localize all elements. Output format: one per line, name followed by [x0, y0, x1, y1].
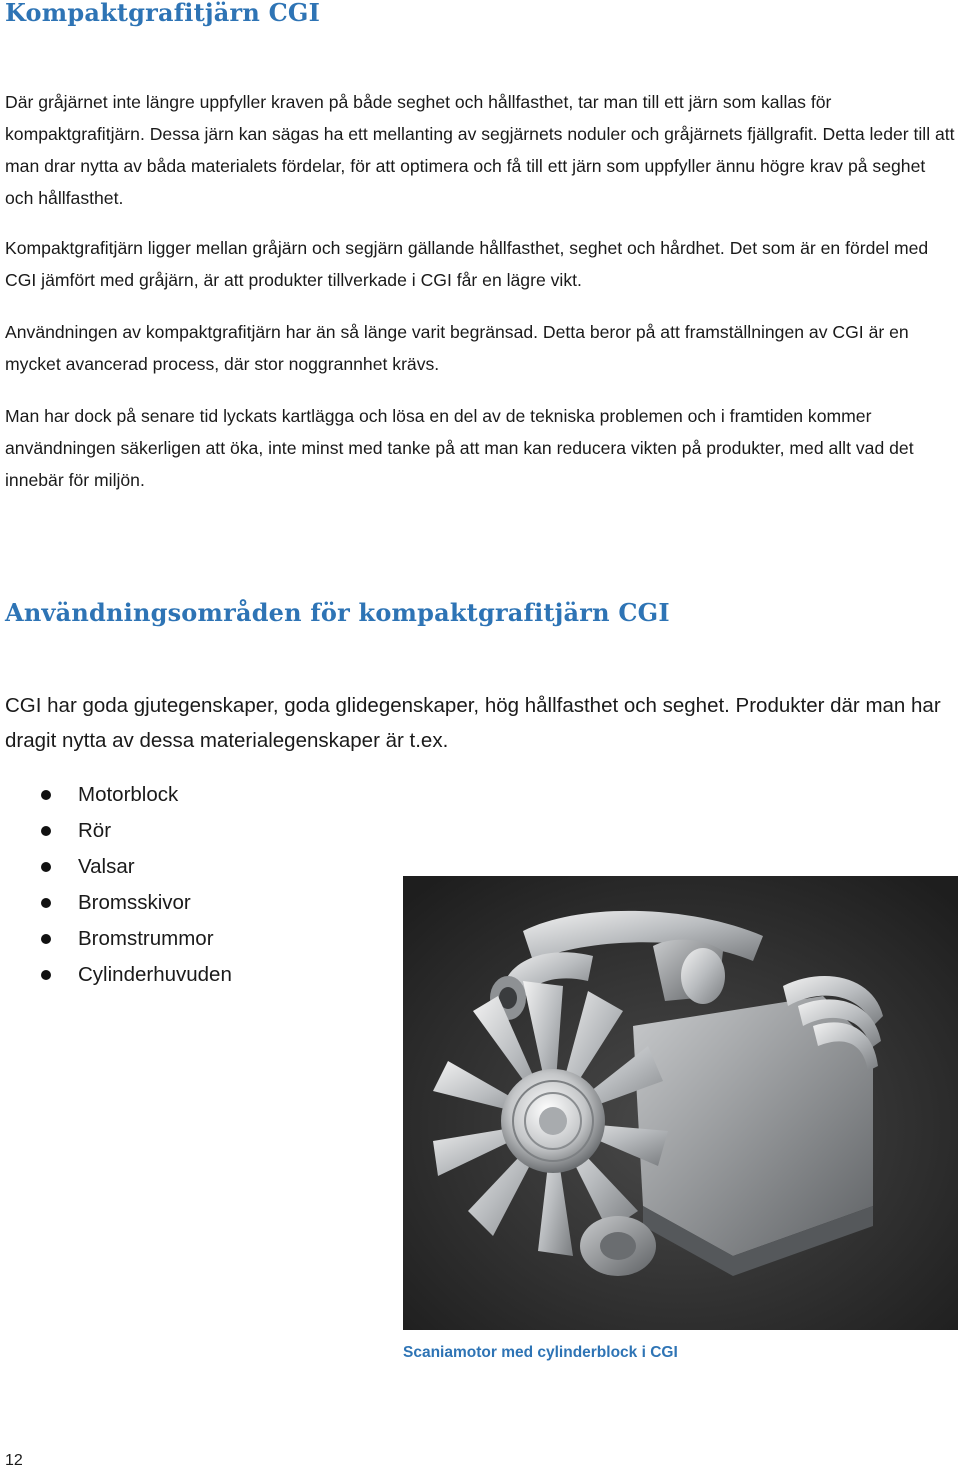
- bullet-icon: [41, 898, 51, 908]
- engine-photo: [403, 876, 958, 1330]
- list-item: [0, 958, 232, 994]
- paragraph-limited-use: Användningen av kompaktgrafitjärn har än så länge varit begränsad. Detta beror på att framställningen av CGI är en mycket avancerad process, där stor noggrannhet krävs.: [5, 322, 909, 374]
- list-item: [0, 886, 232, 922]
- application-list: [0, 778, 232, 994]
- section-heading-applications: Användningsområden för kompaktgrafitjärn CGI: [5, 598, 670, 627]
- list-item: [0, 850, 232, 886]
- list-item-label: Motorblock: [78, 783, 179, 806]
- figure-caption: Scaniamotor med cylinderblock i CGI: [403, 1344, 678, 1361]
- bullet-icon: [41, 934, 51, 944]
- paragraph-future: Man har dock på senare tid lyckats kartlägga och lösa en del av de tekniska problemen och i framtiden kommer användningen säkerligen att öka, inte minst med tanke på att man kan reducera vikten på produkter, med allt vad det innebär för miljön.: [5, 406, 914, 490]
- bullet-icon: [41, 790, 51, 800]
- page-number: 12: [5, 1452, 23, 1469]
- bullet-icon: [41, 970, 51, 980]
- paragraph-intro: Där gråjärnet inte längre uppfyller kraven på både seghet och hållfasthet, tar man till ett järn som kallas för kompaktgrafitjärn. Dessa järn kan sägas ha ett mellanting av segjärnets noduler och gråjärnets fjällgrafit. Detta leder till att man drar nytta av båda materialets fördelar, för att optimera och få till ett järn som uppfyller ännu högre krav på seghet och hållfasthet.: [5, 92, 955, 208]
- paragraph-comparison: Kompaktgrafitjärn ligger mellan gråjärn och segjärn gällande hållfasthet, seghet och hårdhet. Det som är en fördel med CGI jämfört med gråjärn, är att produkter tillverkade i CGI får en lägre vikt.: [5, 238, 929, 290]
- list-item-label: Valsar: [78, 855, 135, 878]
- list-item: [0, 922, 232, 958]
- section-heading-cgi: Kompaktgrafitjärn CGI: [5, 0, 320, 27]
- paragraph-properties: CGI har goda gjutegenskaper, goda glidegenskaper, hög hållfasthet och seghet. Produkter där man har dragit nytta av dessa materialegenskaper är t.ex.: [5, 694, 941, 752]
- list-item-label: Rör: [78, 819, 112, 842]
- bullet-icon: [41, 826, 51, 836]
- bullet-icon: [41, 862, 51, 872]
- list-item-label: Bromsskivor: [78, 891, 191, 914]
- list-item-label: Cylinderhuvuden: [78, 963, 232, 986]
- list-item: [0, 778, 232, 814]
- list-item-label: Bromstrummor: [78, 927, 214, 950]
- engine-illustration: [403, 876, 958, 1330]
- list-item: [0, 814, 232, 850]
